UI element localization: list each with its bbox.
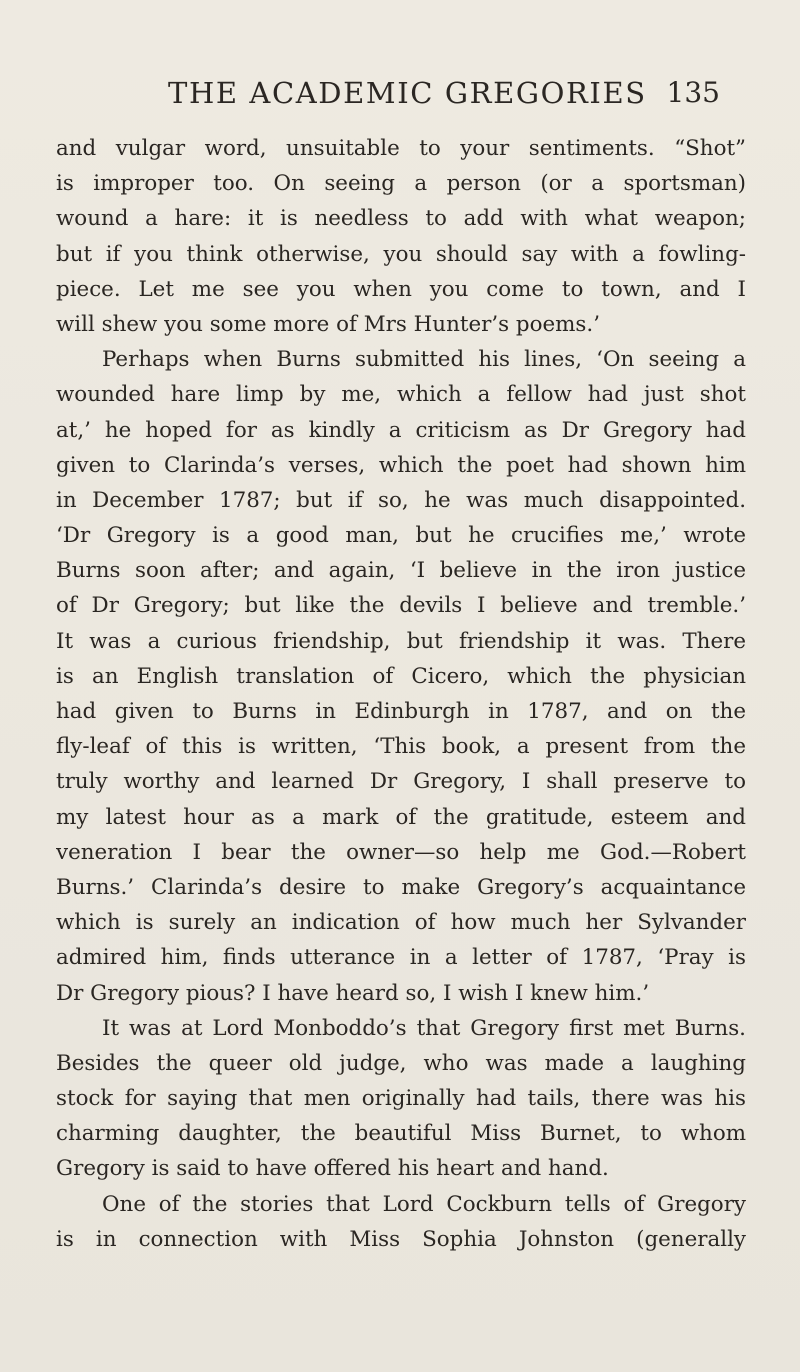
text-line: ‘Dr Gregory is a good man, but he crucifies me,’ wrote [56, 523, 746, 549]
text-line: stock for saying that men originally had tails, there was his [56, 1086, 746, 1112]
text-line: is in connection with Miss Sophia Johnston (generally [56, 1226, 746, 1252]
text-line: wound a hare: it is needless to add with what weapon; [56, 206, 746, 232]
text-line: Burns soon after; and again, ‘I believe in the iron justice [56, 558, 746, 584]
page-number: 135 [666, 76, 720, 109]
page-header [160, 76, 720, 116]
text-line: is improper too. On seeing a person (or a sportsman) [56, 171, 746, 197]
body-text [56, 131, 746, 1257]
text-line: of Dr Gregory; but like the devils I believe and tremble.’ [56, 593, 746, 619]
text-line: Perhaps when Burns submitted his lines, ‘On seeing a [102, 347, 746, 373]
text-line: and vulgar word, unsuitable to your sentiments. “Shot” [56, 136, 746, 161]
text-line: in December 1787; but if so, he was much disappointed. [56, 487, 746, 513]
text-line: charming daughter, the beautiful Miss Burnet, to whom [56, 1121, 746, 1147]
text-line: fly-leaf of this is written, ‘This book, a present from the [56, 734, 746, 760]
text-line: my latest hour as a mark of the gratitude, esteem and [56, 804, 746, 830]
text-line: will shew you some more of Mrs Hunter’s poems.’ [56, 311, 600, 337]
text-line: at,’ he hoped for as kindly a criticism as Dr Gregory had [56, 417, 746, 443]
text-line: It was a curious friendship, but friendship it was. There [56, 628, 746, 654]
text-line: but if you think otherwise, you should say with a fowling- [56, 241, 746, 267]
text-line: One of the stories that Lord Cockburn tells of Gregory [102, 1191, 746, 1217]
text-line: which is surely an indication of how much her Sylvander [56, 910, 746, 936]
text-line: piece. Let me see you when you come to town, and I [56, 276, 746, 302]
text-line: Burns.’ Clarinda’s desire to make Gregory’s acquaintance [56, 874, 746, 900]
text-line: It was at Lord Monboddo’s that Gregory first met Burns. [102, 1015, 746, 1041]
text-line: Gregory is said to have offered his heart and hand. [56, 1156, 609, 1182]
text-line: had given to Burns in Edinburgh in 1787, and on the [56, 699, 746, 724]
running-title: THE ACADEMIC GREGORIES [168, 76, 647, 110]
text-line: admired him, finds utterance in a letter of 1787, ‘Pray is [56, 945, 746, 971]
text-line: is an English translation of Cicero, which the physician [56, 663, 746, 689]
text-line: Dr Gregory pious? I have heard so, I wish I knew him.’ [56, 980, 650, 1006]
text-line: truly worthy and learned Dr Gregory, I shall preserve to [56, 769, 746, 795]
text-line: Besides the queer old judge, who was made a laughing [56, 1050, 746, 1076]
text-line: veneration I bear the owner—so help me God.—Robert [56, 839, 746, 865]
text-line: wounded hare limp by me, which a fellow had just shot [56, 382, 746, 408]
text-line: given to Clarinda’s verses, which the poet had shown him [56, 452, 746, 478]
